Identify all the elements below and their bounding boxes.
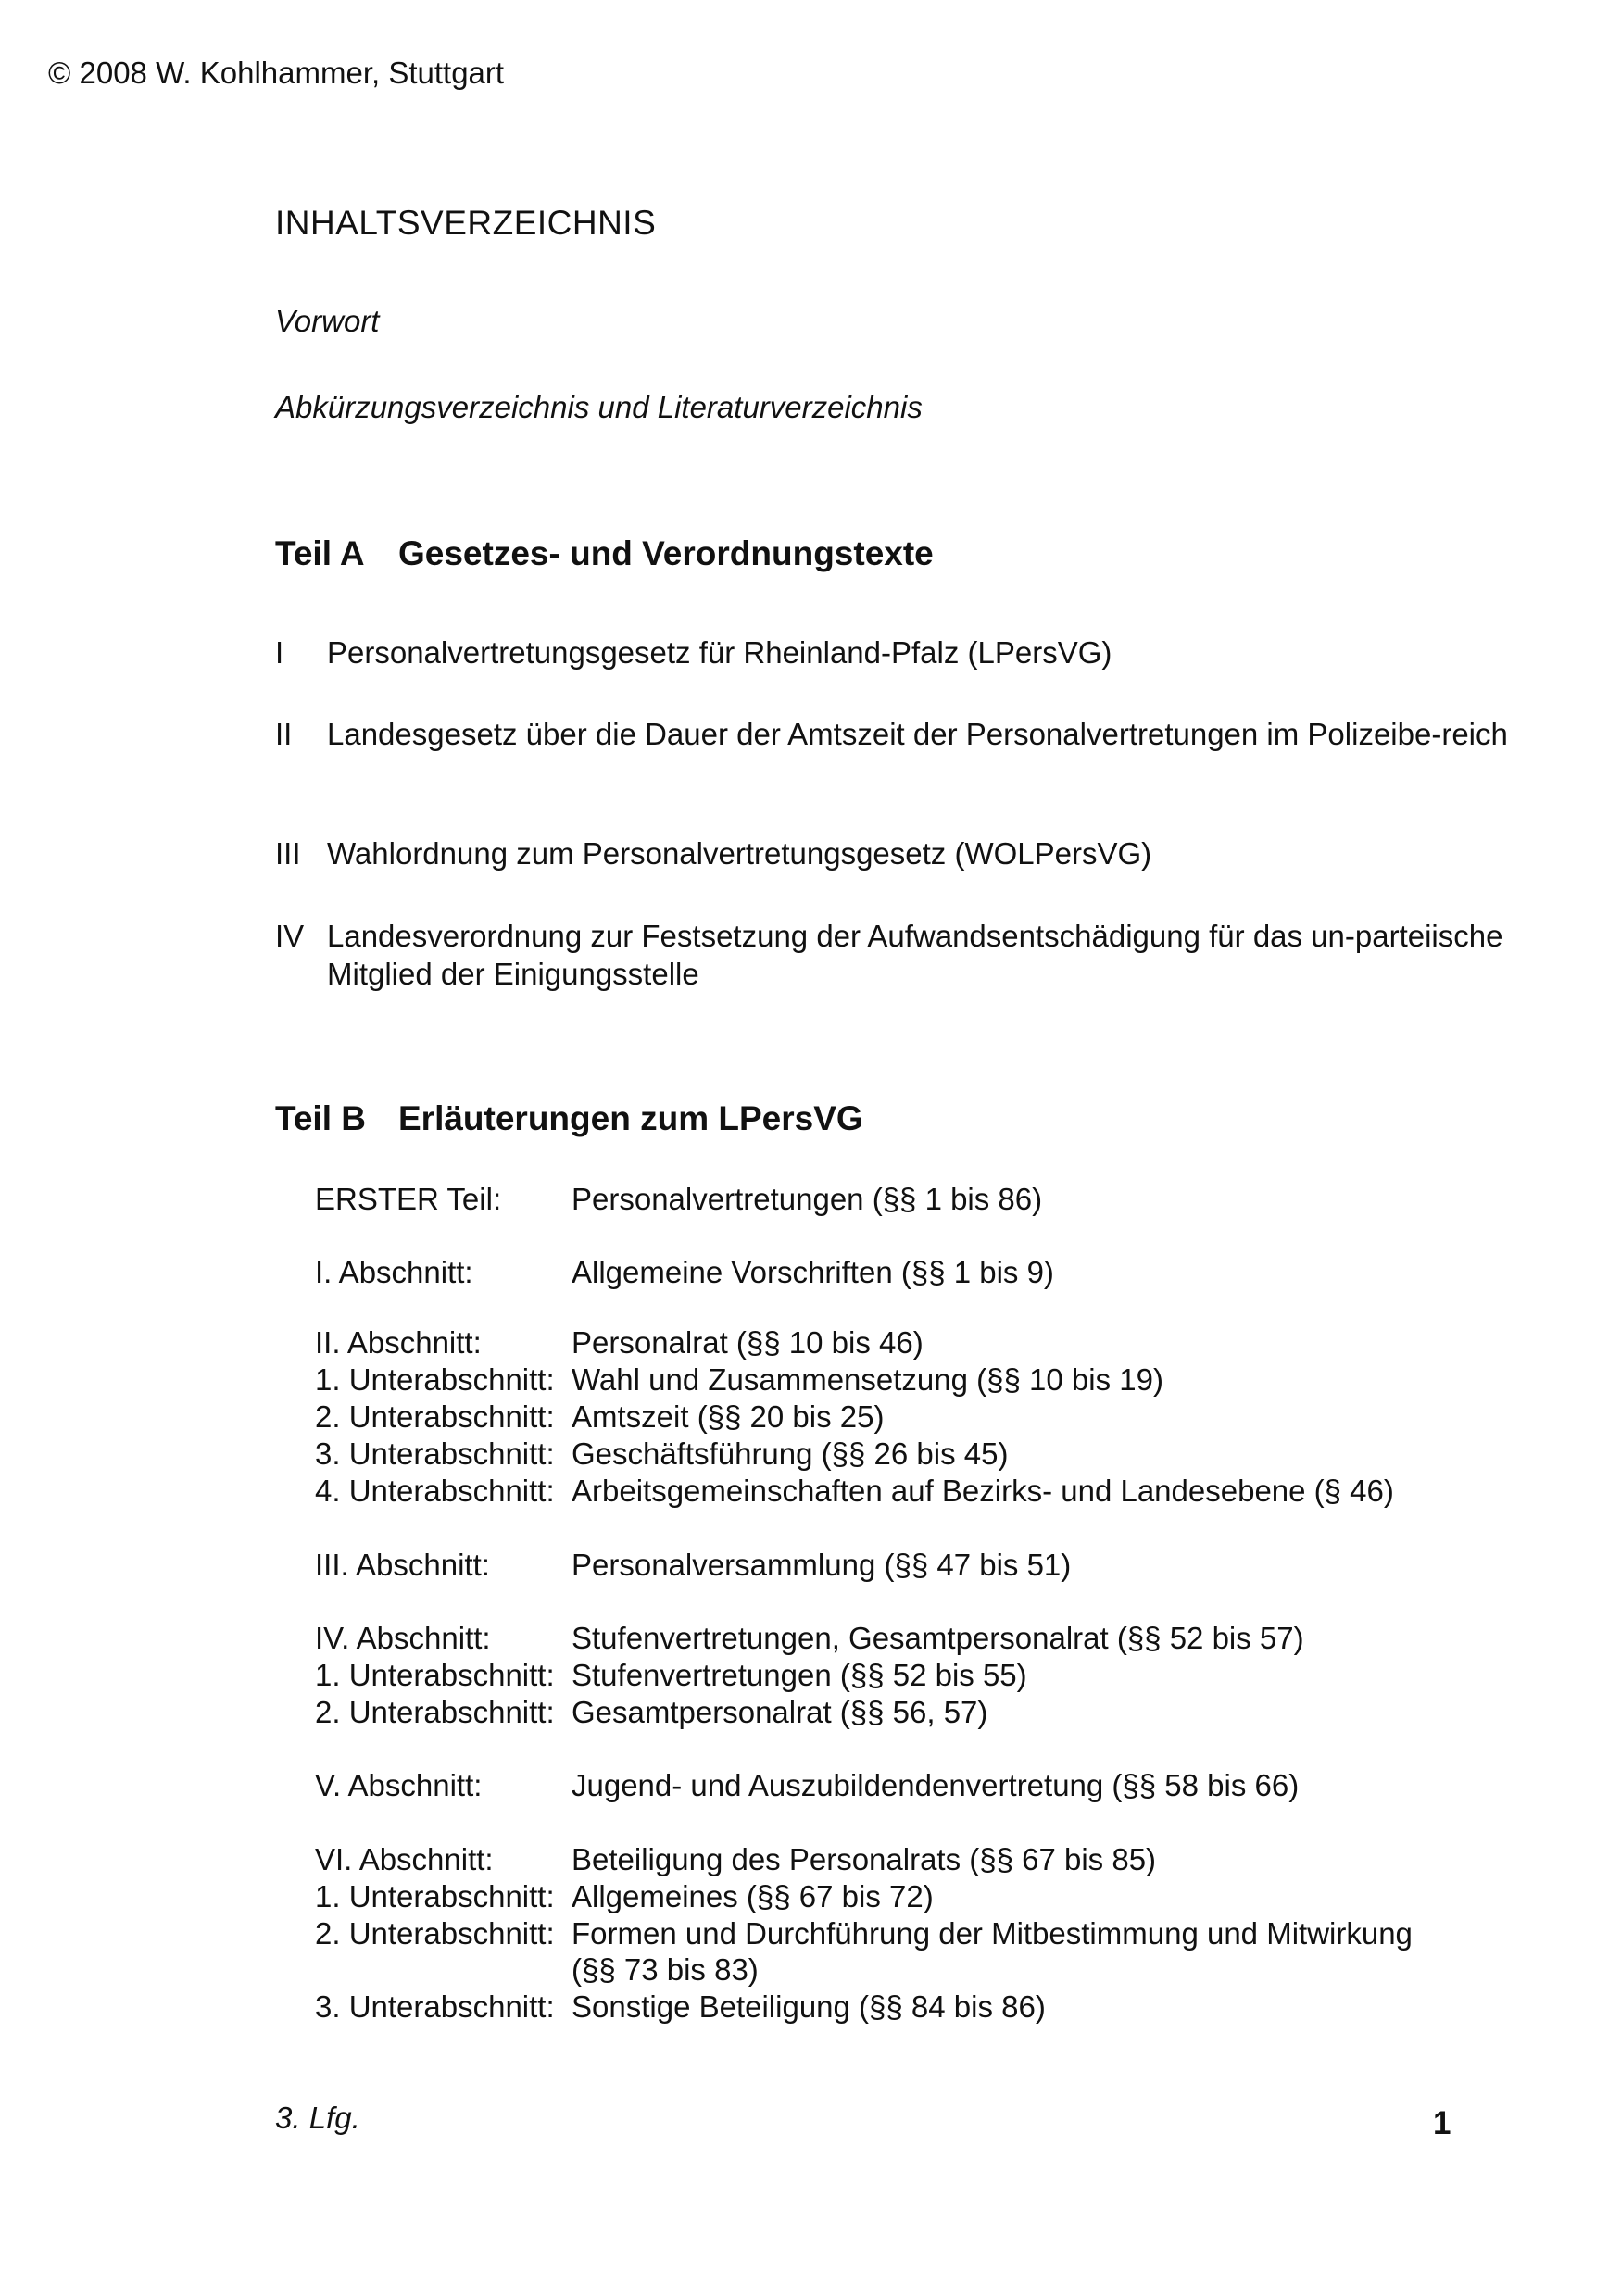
row-label: 4. Unterabschnitt: <box>315 1474 555 1508</box>
part-a-heading <box>275 534 934 573</box>
row-label: 3. Unterabschnitt: <box>315 1437 555 1471</box>
toc-entry-abbreviations: Abkürzungsverzeichnis und Literaturverzeichnis <box>275 390 923 424</box>
row-text: Amtszeit (§§ 20 bis 25) <box>572 1399 885 1434</box>
row-text: Beteiligung des Personalrats (§§ 67 bis 85) <box>572 1842 1157 1876</box>
row-text: Personalvertretungen (§§ 1 bis 86) <box>572 1182 1043 1216</box>
item-text: Landesgesetz über die Dauer der Amtszeit der Personalvertretungen im Polizeibe-reich <box>327 717 1508 751</box>
item-text: Personalvertretungsgesetz für Rheinland-Pfalz (LPersVG) <box>327 635 1112 670</box>
part-a-title: Gesetzes- und Verordnungstexte <box>398 534 934 572</box>
row-label: ERSTER Teil: <box>315 1182 502 1216</box>
part-b-label: Teil B <box>275 1099 366 1137</box>
row-text: Personalrat (§§ 10 bis 46) <box>572 1325 924 1360</box>
row-text: Stufenvertretungen, Gesamtpersonalrat (§§ 52 bis 57) <box>572 1621 1304 1655</box>
item-number: I <box>275 635 284 670</box>
toc-heading: INHALTSVERZEICHNIS <box>275 204 657 242</box>
row-text: Arbeitsgemeinschaften auf Bezirks- und Landesebene (§ 46) <box>572 1474 1394 1508</box>
row-text: Geschäftsführung (§§ 26 bis 45) <box>572 1437 1009 1471</box>
row-text: Jugend- und Auszubildendenvertretung (§§ 58 bis 66) <box>572 1768 1300 1802</box>
page-number: 1 <box>1433 2105 1451 2141</box>
copyright-notice: © 2008 W. Kohlhammer, Stuttgart <box>48 56 505 90</box>
item-text: Landesverordnung zur Festsetzung der Aufwandsentschädigung für das un-parteiische Mitglied der Einigungsstelle <box>327 919 1503 991</box>
row-text: Formen und Durchführung der Mitbestimmung und Mitwirkung <box>572 1916 1413 1951</box>
part-b-heading <box>275 1099 863 1138</box>
row-text: Personalversammlung (§§ 47 bis 51) <box>572 1548 1072 1582</box>
row-text: Sonstige Beteiligung (§§ 84 bis 86) <box>572 1989 1046 2024</box>
row-label: VI. Abschnitt: <box>315 1842 494 1876</box>
toc-entry-vorwort: Vorwort <box>275 304 380 338</box>
row-label: 2. Unterabschnitt: <box>315 1695 555 1729</box>
row-label: II. Abschnitt: <box>315 1325 482 1360</box>
row-label: 2. Unterabschnitt: <box>315 1399 555 1434</box>
row-text: Allgemeine Vorschriften (§§ 1 bis 9) <box>572 1255 1054 1289</box>
row-label: 3. Unterabschnitt: <box>315 1989 555 2024</box>
row-text: Gesamtpersonalrat (§§ 56, 57) <box>572 1695 988 1729</box>
row-text: Allgemeines (§§ 67 bis 72) <box>572 1879 934 1913</box>
row-label: 1. Unterabschnitt: <box>315 1658 555 1692</box>
edition-label: 3. Lfg. <box>275 2101 360 2135</box>
row-label: IV. Abschnitt: <box>315 1621 491 1655</box>
row-text: Stufenvertretungen (§§ 52 bis 55) <box>572 1658 1027 1692</box>
row-text-continuation: (§§ 73 bis 83) <box>572 1952 759 1987</box>
row-label: 2. Unterabschnitt: <box>315 1916 555 1951</box>
item-number: III <box>275 836 301 871</box>
part-b-title: Erläuterungen zum LPersVG <box>398 1099 863 1137</box>
row-label: I. Abschnitt: <box>315 1255 473 1289</box>
row-label: 1. Unterabschnitt: <box>315 1362 555 1397</box>
item-text: Wahlordnung zum Personalvertretungsgesetz (WOLPersVG) <box>327 836 1152 871</box>
item-number: IV <box>275 919 305 953</box>
row-text: Wahl und Zusammensetzung (§§ 10 bis 19) <box>572 1362 1163 1397</box>
item-number: II <box>275 717 293 751</box>
row-label: 1. Unterabschnitt: <box>315 1879 555 1913</box>
part-a-label: Teil A <box>275 534 365 572</box>
row-label: III. Abschnitt: <box>315 1548 490 1582</box>
row-label: V. Abschnitt: <box>315 1768 483 1802</box>
